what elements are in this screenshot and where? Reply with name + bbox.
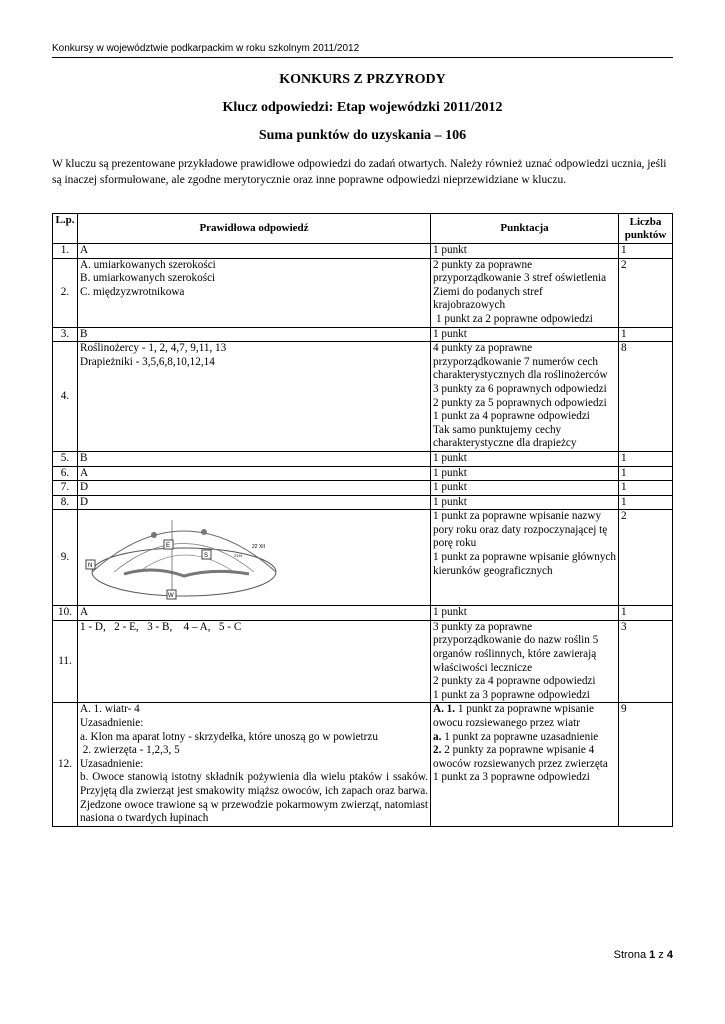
intro-text: W kluczu są prezentowane przykładowe prawidłowe odpowiedzi do zadań otwartych. Należy również uznać odpowiedzi ucznia, jeśli są inaczej sformułowane, ale zgodne merytorycznie oraz inne poprawne odpowiedzi nieprzewidziane w kluczu. xyxy=(52,158,667,186)
fig-label-n: N xyxy=(88,563,93,570)
col-header-points: Liczba punktów xyxy=(619,214,673,244)
col-header-scoring: Punktacja xyxy=(431,214,619,244)
fig-label-s: S xyxy=(204,553,209,560)
table-row: 9. E S N W 22 XII 21III 1 punkt za poprawne wpisanie nazwy pory roku oraz daty rozpoczynającej tę porę roku 1 punkt za poprawne wpisanie głównych kierunków geograficznych 2 xyxy=(53,510,673,606)
table-row: 7. D 1 punkt 1 xyxy=(53,481,673,496)
title-points: Suma punktów do uzyskania – 106 xyxy=(258,128,467,143)
table-row: 1. A 1 punkt 1 xyxy=(53,244,673,259)
col-header-lp: L.p. xyxy=(53,214,78,244)
answer-table xyxy=(52,213,673,827)
header-rule xyxy=(52,57,673,58)
table-row: 2. A. umiarkowanych szerokości B. umiarkowanych szerokości C. międzyzwrotnikowa 2 punkty za poprawne przyporządkowanie 3 stref oświetlenia Ziemi do podanych stref krajobrazowych 1 punkt za 2 poprawne odpowiedzi 2 xyxy=(53,258,673,327)
table-row: 5. B 1 punkt 1 xyxy=(53,451,673,466)
table-row: 11. 1 - D, 2 - E, 3 - B, 4 – A, 5 - C 3 punkty za poprawne przyporządkowanie do nazw roślin 5 organów roślinnych, które zawierają właściwości lecznicze 2 punkty za 4 poprawne odpowiedzi 1 punkt za 3 poprawne odpowiedzi 3 xyxy=(53,620,673,703)
fig-label-equinox: 21III xyxy=(234,553,242,559)
table-row: 8. D 1 punkt 1 xyxy=(53,495,673,510)
fig-label-e: E xyxy=(166,543,171,550)
page-footer: Strona 1 z 4 xyxy=(613,949,673,961)
fig-label-w: W xyxy=(168,593,174,600)
title-contest: KONKURS Z PRZYRODY xyxy=(279,72,446,87)
table-row: 12. A. 1. wiatr- 4 Uzasadnienie: a. Klon ma aparat lotny - skrzydełka, które unoszą go w powietrzu 2. zwierzęta - 1,2,3, 5 Uzasadnienie: b. Owoce stanowią istotny składnik pożywienia dla wielu ptaków i ssaków. Przyjętą dla zwierząt jest smakowity miąższ owoców, ich zapach oraz barwa. Zjedzone owoce trawione są w przewodzie pokarmowym zwierząt, natomiast nasiona o twardych łupinach A. 1. 1 punkt za poprawne wpisanie owocu rozsiewanego przez wiatr a. 1 punkt za poprawne uzasadnienie 2. 2 punkty za poprawne wpisanie 4 owoców rozsiewanych przez zwierzęta 1 punkt za 3 poprawne odpowiedzi 9 xyxy=(53,703,673,826)
title-key: Klucz odpowiedzi: Etap wojewódzki 2011/2012 xyxy=(222,100,503,115)
sun-path-diagram xyxy=(84,510,284,605)
running-header: Konkursy w województwie podkarpackim w roku szkolnym 2011/2012 xyxy=(52,43,360,54)
fig-label-date: 22 XII xyxy=(252,544,266,551)
table-row: 6. A 1 punkt 1 xyxy=(53,466,673,481)
table-header-row xyxy=(53,214,673,244)
col-header-answer: Prawidłowa odpowiedź xyxy=(78,214,431,244)
table-row: 3. B 1 punkt 1 xyxy=(53,327,673,342)
table-row: 4. Roślinożercy - 1, 2, 4,7, 9,11, 13 Drapieżniki - 3,5,6,8,10,12,14 4 punkty za poprawne przyporządkowanie 7 numerów cech charakterystycznych dla roślinożerców 3 punkty za 6 poprawnych odpowiedzi 2 punkty za 5 poprawnych odpowiedzi 1 punkt za 4 poprawne odpowiedzi Tak samo punktujemy cechy charakterystyczne dla drapieżcy 8 xyxy=(53,342,673,452)
table-row: 10. A 1 punkt 1 xyxy=(53,606,673,621)
